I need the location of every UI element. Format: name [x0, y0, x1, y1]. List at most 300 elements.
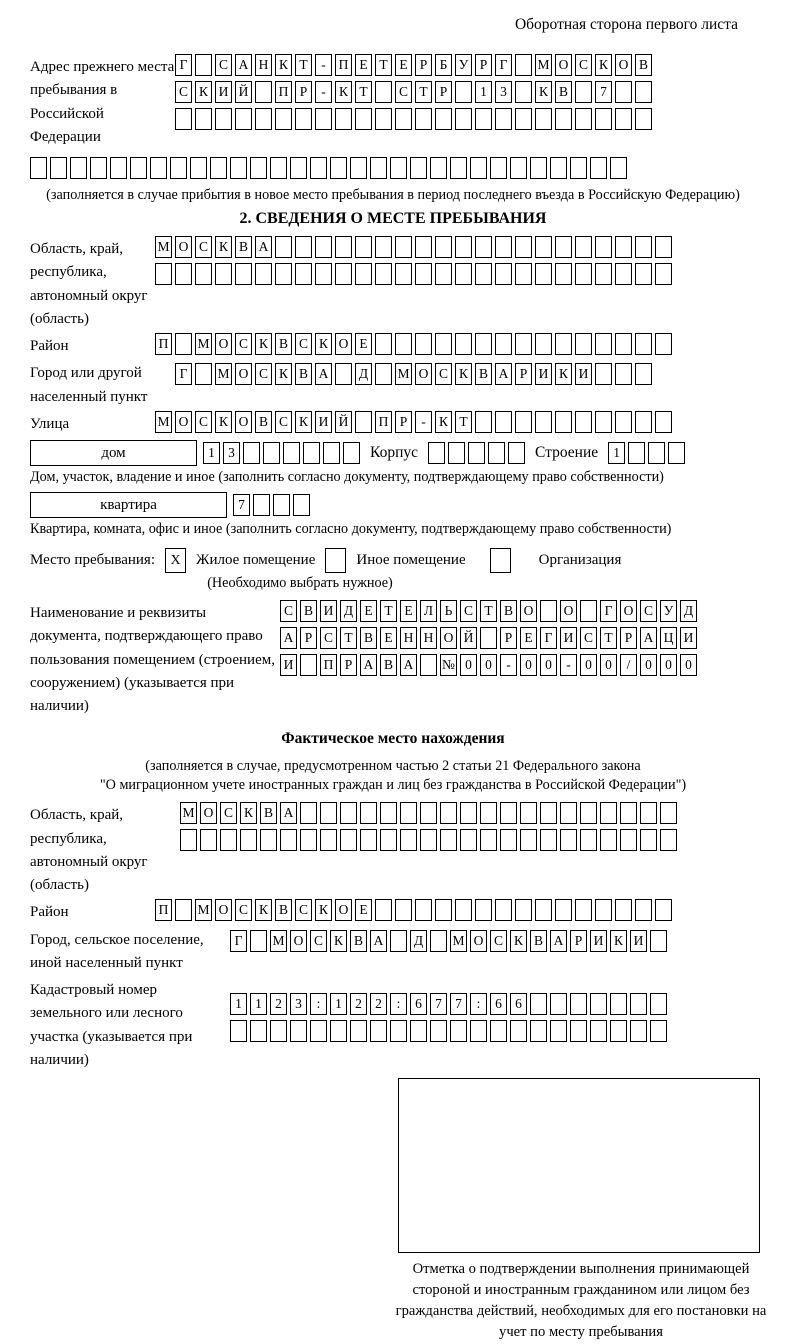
char-box[interactable] [668, 442, 685, 464]
char-box[interactable]: М [180, 802, 197, 824]
char-box[interactable] [530, 993, 547, 1015]
char-box[interactable]: М [215, 363, 232, 385]
char-box[interactable]: Е [380, 627, 397, 649]
char-box[interactable]: Р [475, 54, 492, 76]
char-box[interactable]: 7 [450, 993, 467, 1015]
char-box[interactable] [575, 411, 592, 433]
char-box[interactable] [580, 829, 597, 851]
char-box[interactable]: Т [455, 411, 472, 433]
char-box[interactable]: А [235, 54, 252, 76]
char-box[interactable]: О [235, 363, 252, 385]
char-box[interactable]: Г [230, 930, 247, 952]
char-box[interactable] [253, 494, 270, 516]
char-box[interactable] [535, 333, 552, 355]
char-box[interactable]: В [255, 411, 272, 433]
char-box[interactable] [475, 899, 492, 921]
char-box[interactable]: Т [355, 81, 372, 103]
char-box[interactable]: Д [410, 930, 427, 952]
char-box[interactable] [520, 802, 537, 824]
char-box[interactable] [615, 411, 632, 433]
char-box[interactable]: К [335, 81, 352, 103]
char-box[interactable]: С [395, 81, 412, 103]
char-box[interactable] [510, 157, 527, 179]
char-box[interactable] [595, 363, 612, 385]
char-box[interactable] [575, 81, 592, 103]
char-box[interactable] [575, 899, 592, 921]
char-box[interactable] [295, 263, 312, 285]
char-box[interactable]: В [635, 54, 652, 76]
char-box[interactable]: 6 [510, 993, 527, 1015]
char-box[interactable] [655, 411, 672, 433]
char-box[interactable] [630, 993, 647, 1015]
char-box[interactable] [535, 236, 552, 258]
char-box[interactable] [648, 442, 665, 464]
char-box[interactable] [500, 802, 517, 824]
char-box[interactable]: О [175, 411, 192, 433]
char-box[interactable] [415, 899, 432, 921]
char-box[interactable]: В [350, 930, 367, 952]
char-box[interactable] [235, 108, 252, 130]
char-box[interactable] [615, 363, 632, 385]
char-box[interactable]: Р [295, 81, 312, 103]
char-box[interactable] [315, 236, 332, 258]
char-box[interactable]: К [295, 411, 312, 433]
char-box[interactable]: О [235, 411, 252, 433]
char-box[interactable]: И [680, 627, 697, 649]
char-box[interactable] [615, 333, 632, 355]
char-box[interactable]: И [590, 930, 607, 952]
char-box[interactable]: В [360, 627, 377, 649]
char-box[interactable] [655, 263, 672, 285]
char-box[interactable]: Т [375, 54, 392, 76]
char-box[interactable] [375, 81, 392, 103]
char-box[interactable]: П [320, 654, 337, 676]
char-box[interactable] [555, 333, 572, 355]
char-box[interactable] [490, 157, 507, 179]
char-box[interactable] [570, 1020, 587, 1042]
char-box[interactable] [500, 829, 517, 851]
char-box[interactable]: 2 [350, 993, 367, 1015]
char-box[interactable]: Г [540, 627, 557, 649]
char-box[interactable] [635, 108, 652, 130]
char-box[interactable]: О [555, 54, 572, 76]
char-box[interactable] [270, 157, 287, 179]
char-box[interactable]: О [335, 333, 352, 355]
char-box[interactable] [535, 411, 552, 433]
char-box[interactable]: А [550, 930, 567, 952]
char-box[interactable] [435, 236, 452, 258]
char-box[interactable] [570, 993, 587, 1015]
char-box[interactable] [410, 157, 427, 179]
char-box[interactable] [335, 263, 352, 285]
char-box[interactable]: Е [395, 54, 412, 76]
char-box[interactable] [300, 829, 317, 851]
char-box[interactable]: К [535, 81, 552, 103]
char-box[interactable] [275, 263, 292, 285]
char-box[interactable] [250, 930, 267, 952]
char-box[interactable]: Г [175, 54, 192, 76]
char-box[interactable]: 3 [290, 993, 307, 1015]
char-box[interactable] [640, 802, 657, 824]
char-box[interactable] [283, 442, 300, 464]
char-box[interactable]: / [620, 654, 637, 676]
char-box[interactable]: И [535, 363, 552, 385]
stay-type-checkbox-residential[interactable]: X [165, 548, 186, 573]
char-box[interactable] [470, 1020, 487, 1042]
char-box[interactable]: М [450, 930, 467, 952]
char-box[interactable]: Г [600, 600, 617, 622]
char-box[interactable]: 0 [600, 654, 617, 676]
char-box[interactable]: В [530, 930, 547, 952]
char-box[interactable] [375, 108, 392, 130]
char-box[interactable] [635, 81, 652, 103]
char-box[interactable] [375, 363, 392, 385]
char-box[interactable] [255, 263, 272, 285]
char-box[interactable]: Р [340, 654, 357, 676]
char-box[interactable] [460, 802, 477, 824]
char-box[interactable]: К [195, 81, 212, 103]
char-box[interactable] [250, 157, 267, 179]
stay-type-checkbox-other[interactable] [325, 548, 346, 573]
char-box[interactable]: Р [435, 81, 452, 103]
char-box[interactable]: К [240, 802, 257, 824]
char-box[interactable] [243, 442, 260, 464]
char-box[interactable] [455, 263, 472, 285]
char-box[interactable] [155, 263, 172, 285]
char-box[interactable]: В [300, 600, 317, 622]
char-box[interactable]: И [280, 654, 297, 676]
char-box[interactable] [615, 108, 632, 130]
char-box[interactable]: И [560, 627, 577, 649]
char-box[interactable]: Р [395, 411, 412, 433]
char-box[interactable] [430, 930, 447, 952]
char-box[interactable]: А [280, 627, 297, 649]
char-box[interactable]: К [215, 236, 232, 258]
char-box[interactable] [490, 1020, 507, 1042]
char-box[interactable] [508, 442, 525, 464]
char-box[interactable]: Б [435, 54, 452, 76]
char-box[interactable] [275, 108, 292, 130]
char-box[interactable]: А [315, 363, 332, 385]
char-box[interactable] [310, 1020, 327, 1042]
char-box[interactable] [535, 899, 552, 921]
char-box[interactable] [535, 263, 552, 285]
char-box[interactable] [595, 411, 612, 433]
char-box[interactable]: Д [680, 600, 697, 622]
char-box[interactable] [655, 333, 672, 355]
char-box[interactable] [630, 1020, 647, 1042]
char-box[interactable] [455, 236, 472, 258]
char-box[interactable] [635, 333, 652, 355]
char-box[interactable] [355, 236, 372, 258]
char-box[interactable] [455, 81, 472, 103]
char-box[interactable] [580, 600, 597, 622]
char-box[interactable] [435, 108, 452, 130]
char-box[interactable] [175, 899, 192, 921]
char-box[interactable]: О [470, 930, 487, 952]
char-box[interactable]: № [440, 654, 457, 676]
char-box[interactable] [290, 1020, 307, 1042]
char-box[interactable] [50, 157, 67, 179]
char-box[interactable] [375, 899, 392, 921]
char-box[interactable]: 0 [580, 654, 597, 676]
char-box[interactable]: О [215, 899, 232, 921]
char-box[interactable] [580, 802, 597, 824]
char-box[interactable] [450, 157, 467, 179]
char-box[interactable]: О [175, 236, 192, 258]
char-box[interactable] [590, 1020, 607, 1042]
char-box[interactable]: - [500, 654, 517, 676]
char-box[interactable]: Р [515, 363, 532, 385]
char-box[interactable] [300, 654, 317, 676]
char-box[interactable] [360, 802, 377, 824]
char-box[interactable] [315, 108, 332, 130]
char-box[interactable]: О [615, 54, 632, 76]
char-box[interactable] [323, 442, 340, 464]
char-box[interactable] [450, 1020, 467, 1042]
char-box[interactable] [515, 263, 532, 285]
char-box[interactable]: И [315, 411, 332, 433]
char-box[interactable] [510, 1020, 527, 1042]
char-box[interactable] [455, 333, 472, 355]
char-box[interactable] [515, 899, 532, 921]
char-box[interactable] [595, 899, 612, 921]
char-box[interactable]: Р [570, 930, 587, 952]
char-box[interactable] [420, 802, 437, 824]
char-box[interactable]: - [315, 81, 332, 103]
char-box[interactable]: С [295, 899, 312, 921]
char-box[interactable] [515, 81, 532, 103]
char-box[interactable] [550, 1020, 567, 1042]
char-box[interactable] [650, 930, 667, 952]
char-box[interactable]: К [455, 363, 472, 385]
char-box[interactable]: А [400, 654, 417, 676]
char-box[interactable] [270, 1020, 287, 1042]
char-box[interactable] [250, 1020, 267, 1042]
char-box[interactable] [350, 157, 367, 179]
char-box[interactable]: 1 [608, 442, 625, 464]
char-box[interactable] [175, 108, 192, 130]
char-box[interactable] [195, 263, 212, 285]
char-box[interactable] [470, 157, 487, 179]
char-box[interactable]: Й [460, 627, 477, 649]
char-box[interactable]: 7 [430, 993, 447, 1015]
char-box[interactable]: В [295, 363, 312, 385]
char-box[interactable] [555, 263, 572, 285]
char-box[interactable] [215, 263, 232, 285]
char-box[interactable]: С [195, 411, 212, 433]
char-box[interactable]: 2 [270, 993, 287, 1015]
char-box[interactable]: 3 [495, 81, 512, 103]
char-box[interactable] [495, 263, 512, 285]
char-box[interactable]: К [555, 363, 572, 385]
char-box[interactable]: Е [355, 899, 372, 921]
char-box[interactable] [610, 1020, 627, 1042]
char-box[interactable]: : [470, 993, 487, 1015]
char-box[interactable] [263, 442, 280, 464]
char-box[interactable] [540, 600, 557, 622]
char-box[interactable] [375, 236, 392, 258]
char-box[interactable]: Д [340, 600, 357, 622]
char-box[interactable]: И [215, 81, 232, 103]
char-box[interactable]: Н [400, 627, 417, 649]
char-box[interactable]: 6 [490, 993, 507, 1015]
char-box[interactable]: Т [415, 81, 432, 103]
char-box[interactable] [400, 829, 417, 851]
char-box[interactable] [515, 333, 532, 355]
char-box[interactable]: А [360, 654, 377, 676]
char-box[interactable] [520, 829, 537, 851]
char-box[interactable] [610, 157, 627, 179]
char-box[interactable]: К [315, 333, 332, 355]
char-box[interactable] [395, 333, 412, 355]
char-box[interactable]: Р [620, 627, 637, 649]
char-box[interactable] [475, 411, 492, 433]
char-box[interactable] [355, 411, 372, 433]
char-box[interactable] [220, 829, 237, 851]
char-box[interactable]: Т [600, 627, 617, 649]
char-box[interactable] [180, 829, 197, 851]
char-box[interactable] [590, 993, 607, 1015]
char-box[interactable] [615, 899, 632, 921]
char-box[interactable]: Ц [660, 627, 677, 649]
char-box[interactable] [375, 263, 392, 285]
char-box[interactable] [595, 263, 612, 285]
char-box[interactable] [610, 993, 627, 1015]
char-box[interactable]: И [630, 930, 647, 952]
char-box[interactable] [430, 1020, 447, 1042]
char-box[interactable]: С [220, 802, 237, 824]
char-box[interactable] [575, 236, 592, 258]
char-box[interactable] [495, 108, 512, 130]
char-box[interactable]: А [280, 802, 297, 824]
char-box[interactable] [595, 236, 612, 258]
char-box[interactable] [170, 157, 187, 179]
char-box[interactable] [320, 802, 337, 824]
char-box[interactable]: К [610, 930, 627, 952]
char-box[interactable]: Д [355, 363, 372, 385]
char-box[interactable]: : [390, 993, 407, 1015]
char-box[interactable]: 0 [640, 654, 657, 676]
char-box[interactable] [435, 263, 452, 285]
char-box[interactable] [340, 829, 357, 851]
char-box[interactable] [215, 108, 232, 130]
char-box[interactable]: К [510, 930, 527, 952]
char-box[interactable]: О [200, 802, 217, 824]
char-box[interactable]: В [260, 802, 277, 824]
char-box[interactable] [420, 829, 437, 851]
char-box[interactable] [390, 157, 407, 179]
char-box[interactable] [195, 108, 212, 130]
char-box[interactable]: С [195, 236, 212, 258]
char-box[interactable] [620, 802, 637, 824]
char-box[interactable]: 2 [370, 993, 387, 1015]
char-box[interactable]: М [155, 411, 172, 433]
char-box[interactable]: 7 [595, 81, 612, 103]
char-box[interactable] [195, 363, 212, 385]
char-box[interactable] [295, 108, 312, 130]
char-box[interactable] [240, 829, 257, 851]
char-box[interactable]: Р [415, 54, 432, 76]
char-box[interactable] [435, 899, 452, 921]
char-box[interactable]: С [280, 600, 297, 622]
char-box[interactable]: 1 [230, 993, 247, 1015]
char-box[interactable]: 6 [410, 993, 427, 1015]
char-box[interactable]: П [275, 81, 292, 103]
char-box[interactable] [530, 1020, 547, 1042]
char-box[interactable] [260, 829, 277, 851]
char-box[interactable] [343, 442, 360, 464]
char-box[interactable] [540, 829, 557, 851]
char-box[interactable] [275, 236, 292, 258]
char-box[interactable]: О [215, 333, 232, 355]
char-box[interactable]: Ь [440, 600, 457, 622]
char-box[interactable]: И [320, 600, 337, 622]
char-box[interactable] [410, 1020, 427, 1042]
char-box[interactable]: С [310, 930, 327, 952]
char-box[interactable] [455, 899, 472, 921]
char-box[interactable] [595, 333, 612, 355]
char-box[interactable] [335, 236, 352, 258]
char-box[interactable]: С [235, 899, 252, 921]
char-box[interactable]: В [380, 654, 397, 676]
char-box[interactable]: - [415, 411, 432, 433]
char-box[interactable] [175, 333, 192, 355]
char-box[interactable] [90, 157, 107, 179]
char-box[interactable] [355, 263, 372, 285]
char-box[interactable] [400, 802, 417, 824]
char-box[interactable]: 1 [330, 993, 347, 1015]
char-box[interactable]: П [155, 333, 172, 355]
char-box[interactable]: К [255, 333, 272, 355]
char-box[interactable] [460, 829, 477, 851]
char-box[interactable] [628, 442, 645, 464]
char-box[interactable] [360, 829, 377, 851]
char-box[interactable]: А [640, 627, 657, 649]
char-box[interactable]: А [255, 236, 272, 258]
char-box[interactable]: К [275, 363, 292, 385]
char-box[interactable] [395, 236, 412, 258]
char-box[interactable]: О [560, 600, 577, 622]
char-box[interactable]: Е [400, 600, 417, 622]
char-box[interactable] [255, 108, 272, 130]
char-box[interactable]: С [235, 333, 252, 355]
char-box[interactable] [230, 157, 247, 179]
char-box[interactable]: М [395, 363, 412, 385]
char-box[interactable]: К [595, 54, 612, 76]
char-box[interactable] [615, 81, 632, 103]
char-box[interactable]: О [415, 363, 432, 385]
char-box[interactable] [380, 829, 397, 851]
char-box[interactable]: Т [480, 600, 497, 622]
char-box[interactable] [293, 494, 310, 516]
char-box[interactable] [255, 81, 272, 103]
char-box[interactable] [575, 333, 592, 355]
char-box[interactable] [303, 442, 320, 464]
char-box[interactable] [475, 236, 492, 258]
char-box[interactable] [370, 1020, 387, 1042]
char-box[interactable] [635, 236, 652, 258]
char-box[interactable]: П [155, 899, 172, 921]
char-box[interactable] [435, 333, 452, 355]
char-box[interactable] [615, 263, 632, 285]
char-box[interactable]: О [335, 899, 352, 921]
char-box[interactable] [430, 157, 447, 179]
char-box[interactable] [560, 802, 577, 824]
char-box[interactable] [395, 899, 412, 921]
char-box[interactable] [515, 108, 532, 130]
char-box[interactable] [415, 236, 432, 258]
